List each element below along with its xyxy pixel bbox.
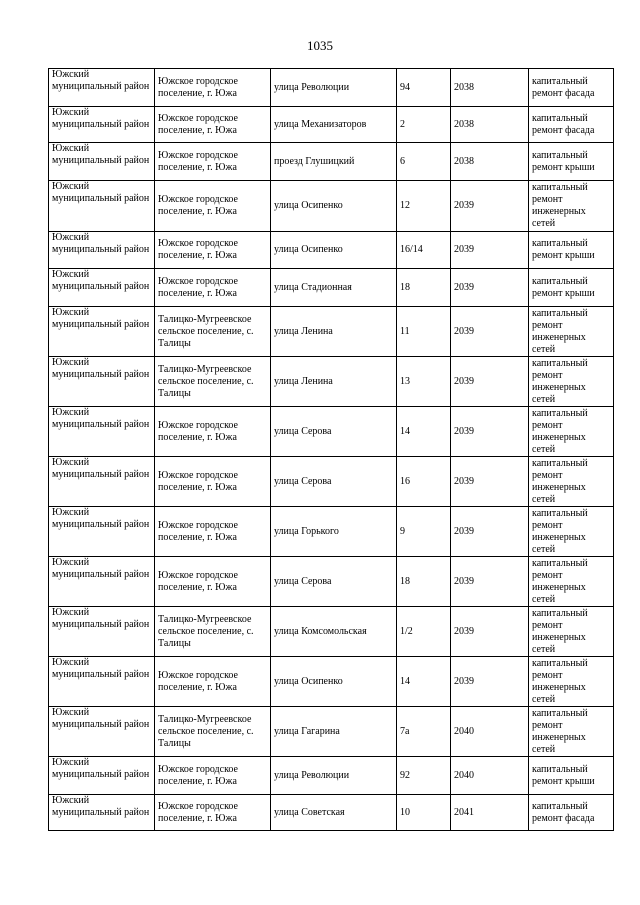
year-cell: 2041 bbox=[451, 795, 529, 831]
street-cell: улица Революции bbox=[271, 757, 397, 795]
year-cell: 2038 bbox=[451, 69, 529, 107]
district-cell: Южский муниципальный район bbox=[49, 143, 155, 181]
street-cell: улица Революции bbox=[271, 69, 397, 107]
house-number-cell: 18 bbox=[397, 269, 451, 307]
table-row bbox=[49, 757, 614, 795]
settlement-cell: Южское городское поселение, г. Южа bbox=[155, 657, 271, 707]
district-cell: Южский муниципальный район bbox=[49, 307, 155, 357]
street-cell: улица Серова bbox=[271, 557, 397, 607]
settlement-cell: Южское городское поселение, г. Южа bbox=[155, 107, 271, 143]
work-type-cell: капитальный ремонт инженерных сетей bbox=[529, 181, 614, 232]
house-number-cell: 11 bbox=[397, 307, 451, 357]
table-row bbox=[49, 357, 614, 407]
year-cell: 2039 bbox=[451, 457, 529, 507]
street-cell: улица Ленина bbox=[271, 307, 397, 357]
page-number: 1035 bbox=[307, 38, 333, 53]
district-cell: Южский муниципальный район bbox=[49, 657, 155, 707]
table-row bbox=[49, 607, 614, 657]
table-row bbox=[49, 307, 614, 357]
house-number-cell: 16 bbox=[397, 457, 451, 507]
year-cell: 2039 bbox=[451, 607, 529, 657]
street-cell: улица Комсомольская bbox=[271, 607, 397, 657]
district-cell: Южский муниципальный район bbox=[49, 457, 155, 507]
district-cell: Южский муниципальный район bbox=[49, 607, 155, 657]
house-number-cell: 13 bbox=[397, 357, 451, 407]
year-cell: 2038 bbox=[451, 107, 529, 143]
settlement-cell: Южское городское поселение, г. Южа bbox=[155, 795, 271, 831]
year-cell: 2039 bbox=[451, 357, 529, 407]
settlement-cell: Южское городское поселение, г. Южа bbox=[155, 557, 271, 607]
work-type-cell: капитальный ремонт фасада bbox=[529, 69, 614, 107]
street-cell: улица Гагарина bbox=[271, 707, 397, 757]
table-row bbox=[49, 181, 614, 232]
work-type-cell: капитальный ремонт крыши bbox=[529, 269, 614, 307]
street-cell: улица Серова bbox=[271, 407, 397, 457]
settlement-cell: Южское городское поселение, г. Южа bbox=[155, 232, 271, 269]
district-cell: Южский муниципальный район bbox=[49, 707, 155, 757]
house-number-cell: 9 bbox=[397, 507, 451, 557]
settlement-cell: Южское городское поселение, г. Южа bbox=[155, 507, 271, 557]
house-number-cell: 92 bbox=[397, 757, 451, 795]
house-number-cell: 14 bbox=[397, 407, 451, 457]
settlement-cell: Южское городское поселение, г. Южа bbox=[155, 143, 271, 181]
house-number-cell: 7а bbox=[397, 707, 451, 757]
housing-repair-table bbox=[48, 68, 614, 831]
table-row bbox=[49, 795, 614, 831]
street-cell: улица Ленина bbox=[271, 357, 397, 407]
street-cell: улица Осипенко bbox=[271, 181, 397, 232]
year-cell: 2039 bbox=[451, 657, 529, 707]
year-cell: 2039 bbox=[451, 181, 529, 232]
settlement-cell: Талицко-Мугреевское сельское поселение, с. Талицы bbox=[155, 357, 271, 407]
house-number-cell: 12 bbox=[397, 181, 451, 232]
street-cell: улица Осипенко bbox=[271, 232, 397, 269]
settlement-cell: Южское городское поселение, г. Южа bbox=[155, 269, 271, 307]
district-cell: Южский муниципальный район bbox=[49, 795, 155, 831]
table-row bbox=[49, 457, 614, 507]
work-type-cell: капитальный ремонт инженерных сетей bbox=[529, 457, 614, 507]
settlement-cell: Южское городское поселение, г. Южа bbox=[155, 457, 271, 507]
settlement-cell: Южское городское поселение, г. Южа bbox=[155, 181, 271, 232]
table-row bbox=[49, 69, 614, 107]
district-cell: Южский муниципальный район bbox=[49, 181, 155, 232]
house-number-cell: 94 bbox=[397, 69, 451, 107]
district-cell: Южский муниципальный район bbox=[49, 269, 155, 307]
year-cell: 2039 bbox=[451, 307, 529, 357]
table-row bbox=[49, 269, 614, 307]
year-cell: 2039 bbox=[451, 232, 529, 269]
work-type-cell: капитальный ремонт инженерных сетей bbox=[529, 357, 614, 407]
table-row bbox=[49, 557, 614, 607]
work-type-cell: капитальный ремонт инженерных сетей bbox=[529, 407, 614, 457]
work-type-cell: капитальный ремонт крыши bbox=[529, 757, 614, 795]
district-cell: Южский муниципальный район bbox=[49, 757, 155, 795]
work-type-cell: капитальный ремонт фасада bbox=[529, 107, 614, 143]
district-cell: Южский муниципальный район bbox=[49, 557, 155, 607]
house-number-cell: 18 bbox=[397, 557, 451, 607]
work-type-cell: капитальный ремонт инженерных сетей bbox=[529, 657, 614, 707]
year-cell: 2039 bbox=[451, 269, 529, 307]
street-cell: улица Стадионная bbox=[271, 269, 397, 307]
house-number-cell: 6 bbox=[397, 143, 451, 181]
table-body bbox=[49, 69, 614, 831]
settlement-cell: Талицко-Мугреевское сельское поселение, с. Талицы bbox=[155, 607, 271, 657]
street-cell: улица Механизаторов bbox=[271, 107, 397, 143]
street-cell: улица Советская bbox=[271, 795, 397, 831]
street-cell: проезд Глушицкий bbox=[271, 143, 397, 181]
table-row bbox=[49, 507, 614, 557]
year-cell: 2038 bbox=[451, 143, 529, 181]
settlement-cell: Талицко-Мугреевское сельское поселение, с. Талицы bbox=[155, 307, 271, 357]
table-row bbox=[49, 657, 614, 707]
work-type-cell: капитальный ремонт инженерных сетей bbox=[529, 707, 614, 757]
district-cell: Южский муниципальный район bbox=[49, 107, 155, 143]
work-type-cell: капитальный ремонт крыши bbox=[529, 143, 614, 181]
table-row bbox=[49, 407, 614, 457]
settlement-cell: Талицко-Мугреевское сельское поселение, с. Талицы bbox=[155, 707, 271, 757]
table-row bbox=[49, 143, 614, 181]
house-number-cell: 1/2 bbox=[397, 607, 451, 657]
settlement-cell: Южское городское поселение, г. Южа bbox=[155, 757, 271, 795]
table-row bbox=[49, 707, 614, 757]
work-type-cell: капитальный ремонт инженерных сетей bbox=[529, 607, 614, 657]
work-type-cell: капитальный ремонт инженерных сетей bbox=[529, 507, 614, 557]
street-cell: улица Серова bbox=[271, 457, 397, 507]
street-cell: улица Горького bbox=[271, 507, 397, 557]
district-cell: Южский муниципальный район bbox=[49, 407, 155, 457]
year-cell: 2039 bbox=[451, 407, 529, 457]
year-cell: 2040 bbox=[451, 707, 529, 757]
district-cell: Южский муниципальный район bbox=[49, 357, 155, 407]
house-number-cell: 10 bbox=[397, 795, 451, 831]
year-cell: 2039 bbox=[451, 507, 529, 557]
district-cell: Южский муниципальный район bbox=[49, 69, 155, 107]
work-type-cell: капитальный ремонт фасада bbox=[529, 795, 614, 831]
house-number-cell: 14 bbox=[397, 657, 451, 707]
table-row bbox=[49, 232, 614, 269]
work-type-cell: капитальный ремонт инженерных сетей bbox=[529, 307, 614, 357]
table-row bbox=[49, 107, 614, 143]
work-type-cell: капитальный ремонт инженерных сетей bbox=[529, 557, 614, 607]
work-type-cell: капитальный ремонт крыши bbox=[529, 232, 614, 269]
house-number-cell: 2 bbox=[397, 107, 451, 143]
year-cell: 2039 bbox=[451, 557, 529, 607]
district-cell: Южский муниципальный район bbox=[49, 232, 155, 269]
settlement-cell: Южское городское поселение, г. Южа bbox=[155, 69, 271, 107]
house-number-cell: 16/14 bbox=[397, 232, 451, 269]
year-cell: 2040 bbox=[451, 757, 529, 795]
settlement-cell: Южское городское поселение, г. Южа bbox=[155, 407, 271, 457]
street-cell: улица Осипенко bbox=[271, 657, 397, 707]
district-cell: Южский муниципальный район bbox=[49, 507, 155, 557]
